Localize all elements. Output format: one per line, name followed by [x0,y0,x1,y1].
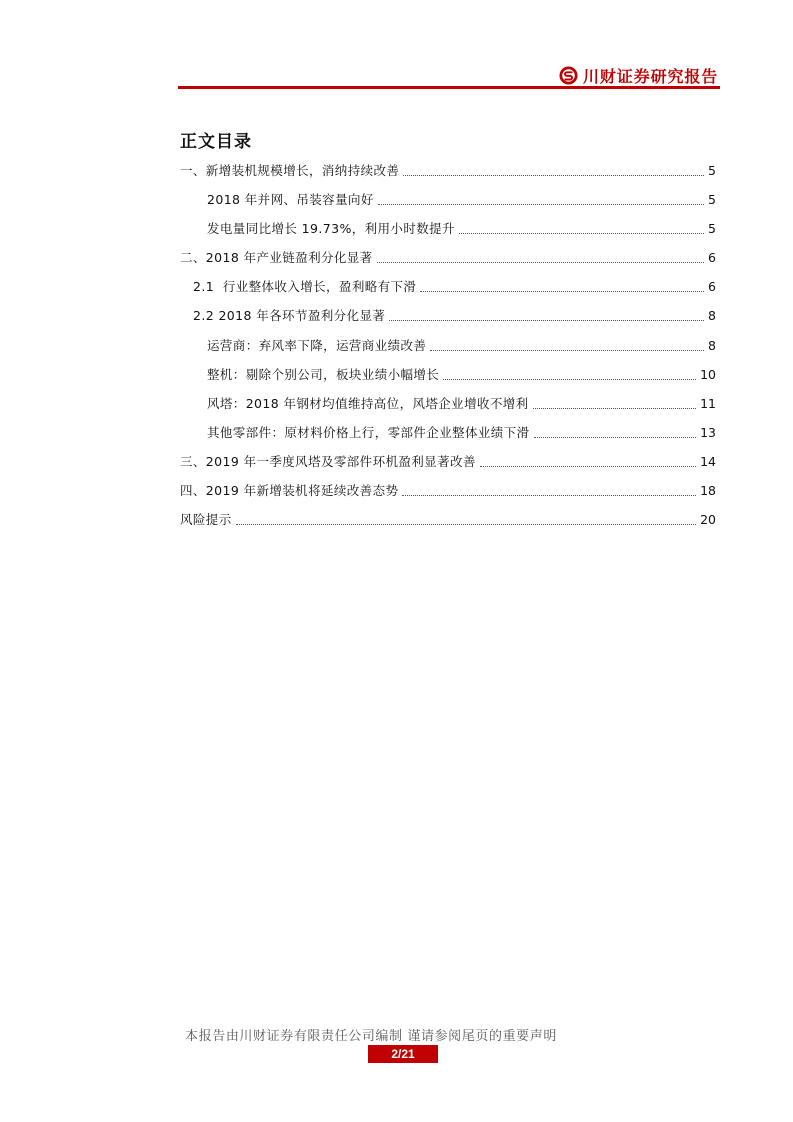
toc-leader [377,262,704,263]
toc-list [180,156,716,535]
toc-leader [403,175,704,176]
toc-entry-label: 风险提示 [180,512,232,528]
toc-entry-label: 四、2019 年新增装机将延续改善态势 [180,483,399,499]
toc-entry-page: 5 [708,220,716,236]
toc-entry-label: 2.2 2018 年各环节盈利分化显著 [193,308,386,324]
header-rule [178,86,720,89]
toc-entry-page: 8 [708,308,716,324]
toc-leader [402,495,696,496]
toc-leader [534,437,697,438]
toc-entry[interactable] [180,360,716,389]
toc-entry[interactable] [180,302,716,331]
toc-entry-page: 13 [700,424,716,440]
toc-leader [236,524,696,525]
toc-entry[interactable] [180,273,716,302]
toc-entry-page: 18 [700,483,716,499]
header-brand [559,64,718,86]
toc-entry[interactable] [180,389,716,418]
chuancai-logo-icon [559,66,578,85]
toc-leader [378,204,704,205]
toc-entry-page: 11 [700,395,716,411]
toc-title: 正文目录 [180,132,252,152]
toc-entry[interactable] [180,331,716,360]
toc-entry-page: 6 [708,250,716,266]
toc-leader [420,291,704,292]
toc-entry-label: 2.1 行业整体收入增长，盈利略有下滑 [193,279,417,295]
toc-entry-label: 二、2018 年产业链盈利分化显著 [180,250,373,266]
footer-disclaimer: 本报告由川财证券有限责任公司编制 谨请参阅尾页的重要声明 [185,1029,557,1044]
toc-entry[interactable] [180,156,716,185]
toc-entry-page: 20 [700,512,716,528]
page-indicator: 2/21 [368,1045,438,1063]
toc-entry-page: 10 [700,366,716,382]
toc-entry[interactable] [180,418,716,447]
toc-leader [533,408,697,409]
toc-entry-label: 一、新增装机规模增长，消纳持续改善 [180,162,400,178]
toc-entry-page: 8 [708,337,716,353]
toc-leader [389,320,704,321]
brand-title: 川财证券研究报告 [583,66,719,86]
toc-entry[interactable] [180,185,716,214]
toc-leader [459,233,704,234]
toc-entry-label: 2018 年并网、吊装容量向好 [207,191,374,207]
toc-entry-label: 发电量同比增长 19.73%，利用小时数提升 [207,220,455,236]
toc-leader [443,379,696,380]
toc-entry-label: 其他零部件：原材料价格上行，零部件企业整体业绩下滑 [207,424,530,440]
toc-entry-label: 风塔：2018 年钢材均值维持高位，风塔企业增收不增利 [207,395,529,411]
toc-leader [430,350,704,351]
toc-entry[interactable] [180,448,716,477]
toc-leader [480,466,696,467]
toc-entry-label: 整机：剔除个别公司，板块业绩小幅增长 [207,366,440,382]
toc-entry[interactable] [180,477,716,506]
toc-entry[interactable] [180,214,716,243]
toc-entry-label: 三、2019 年一季度风塔及零部件环机盈利显著改善 [180,454,476,470]
toc-entry[interactable] [180,243,716,272]
toc-entry[interactable] [180,506,716,535]
toc-entry-page: 14 [700,454,716,470]
toc-entry-page: 5 [708,191,716,207]
toc-entry-page: 6 [708,279,716,295]
toc-entry-label: 运营商：弃风率下降，运营商业绩改善 [207,337,427,353]
toc-entry-page: 5 [708,162,716,178]
